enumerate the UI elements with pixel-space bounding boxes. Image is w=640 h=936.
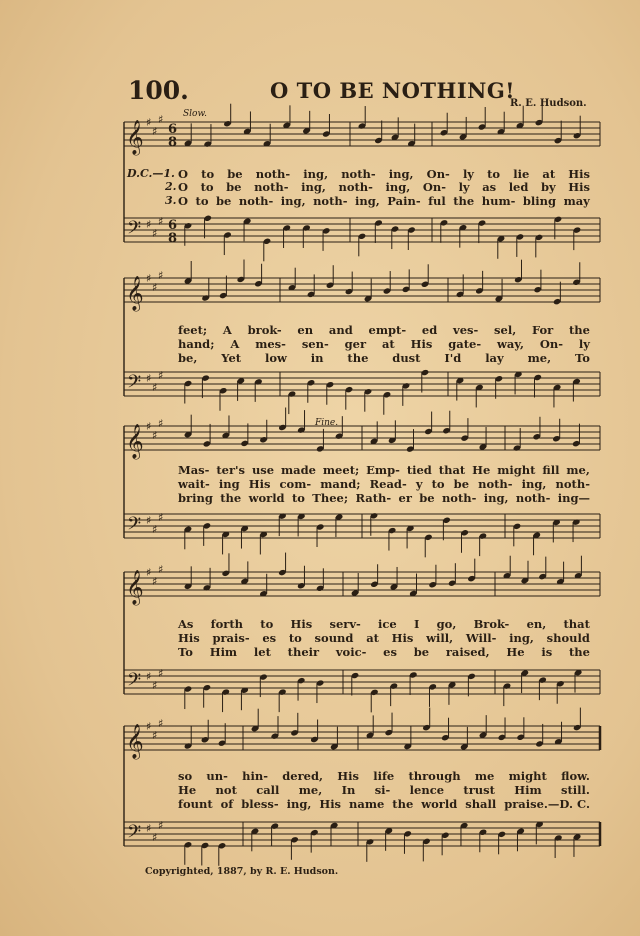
lyric-syllable: sound bbox=[314, 631, 354, 645]
lyric-syllable: His bbox=[319, 797, 342, 811]
lyric-syllable: to bbox=[201, 167, 215, 181]
lyric-line bbox=[178, 783, 590, 797]
lyric-syllable: His bbox=[568, 167, 590, 181]
lyric-syllable: dust bbox=[392, 351, 421, 365]
sharp-sign: ♯ bbox=[146, 420, 152, 433]
lyric-syllable: the bbox=[347, 351, 369, 365]
lyric-syllable: to bbox=[260, 617, 274, 631]
lyric-syllable: noth- bbox=[255, 167, 291, 181]
sharp-sign: ♯ bbox=[152, 679, 158, 692]
lyric-syllable: life bbox=[373, 769, 395, 783]
lyric-syllable: ing, bbox=[301, 180, 326, 194]
sharp-sign: ♯ bbox=[146, 372, 152, 385]
lyric-syllable: noth- bbox=[238, 194, 274, 208]
lyric-syllable: lie bbox=[513, 167, 530, 181]
lyric-syllable: by bbox=[540, 180, 556, 194]
lyric-syllable: He bbox=[178, 783, 197, 797]
treble-clef-icon: 𝄞 bbox=[126, 424, 144, 459]
lyric-syllable: the bbox=[392, 797, 414, 811]
lyric-syllable: In bbox=[341, 783, 356, 797]
lyric-syllable: His bbox=[337, 769, 359, 783]
lyric-syllable: be bbox=[215, 194, 232, 208]
lyric-syllable: ves- bbox=[453, 323, 479, 337]
lyric-syllable: shall bbox=[465, 797, 497, 811]
lyric-syllable: be, bbox=[178, 351, 198, 365]
lyric-syllable: I bbox=[413, 617, 420, 631]
lyric-syllable: O bbox=[178, 180, 189, 194]
time-signature-top: 6 bbox=[168, 122, 178, 137]
lyric-line bbox=[178, 351, 590, 365]
lyric-syllable: ing bbox=[218, 477, 240, 491]
lyric-syllable: through bbox=[408, 769, 461, 783]
lyric-syllable: His bbox=[410, 337, 433, 351]
lyric-syllable: brok- bbox=[247, 323, 282, 337]
lyric-syllable: me, bbox=[298, 783, 323, 797]
lyric-syllable: still. bbox=[561, 783, 590, 797]
lyric-syllable: On- bbox=[422, 180, 446, 194]
lyric-syllable: raised, bbox=[445, 645, 490, 659]
lyric-syllable: His bbox=[248, 477, 271, 491]
lyric-syllable: com- bbox=[279, 477, 312, 491]
lyric-syllable: be bbox=[453, 477, 470, 491]
time-signature-bottom: 8 bbox=[168, 135, 178, 150]
lyric-syllable: the bbox=[453, 194, 475, 208]
verse-number: D.C.—1. bbox=[127, 167, 175, 180]
lyric-syllable: meet; bbox=[322, 463, 360, 477]
lyric-syllable: Thee; bbox=[312, 491, 349, 505]
lyric-syllable: ing, bbox=[509, 631, 534, 645]
lyric-syllable: let bbox=[253, 645, 271, 659]
lyric-syllable: hand; bbox=[178, 337, 215, 351]
lyric-syllable: that bbox=[438, 463, 466, 477]
lyric-syllable: en, bbox=[526, 617, 547, 631]
lyric-syllable: ful bbox=[428, 194, 446, 208]
lyric-syllable: that bbox=[563, 617, 590, 631]
treble-clef-icon: 𝄞 bbox=[126, 570, 144, 605]
sharp-sign: ♯ bbox=[158, 563, 164, 576]
lyric-syllable: at bbox=[542, 167, 556, 181]
verse-number: 2. bbox=[165, 180, 177, 193]
bass-clef-icon: 𝄢 bbox=[127, 514, 142, 539]
lyric-syllable: He bbox=[506, 645, 525, 659]
lyric-syllable: sen- bbox=[301, 337, 329, 351]
lyric-syllable: To bbox=[574, 351, 590, 365]
lyric-syllable: trust bbox=[463, 783, 495, 797]
lyric-syllable: mes- bbox=[255, 337, 286, 351]
lyric-syllable: For bbox=[531, 323, 554, 337]
lyric-syllable: His bbox=[568, 180, 590, 194]
lyric-syllable: lay bbox=[485, 351, 504, 365]
lyric-line bbox=[178, 180, 590, 194]
time-signature-bottom: 8 bbox=[168, 231, 178, 246]
lyric-syllable: to bbox=[431, 477, 445, 491]
lyric-line bbox=[178, 617, 590, 631]
bass-clef-icon: 𝄢 bbox=[127, 670, 142, 695]
lyric-syllable: should bbox=[546, 631, 590, 645]
sharp-sign: ♯ bbox=[152, 523, 158, 536]
lyric-syllable: so bbox=[178, 769, 193, 783]
sharp-sign: ♯ bbox=[152, 227, 158, 240]
lyric-syllable: ice bbox=[378, 617, 397, 631]
lyric-syllable: serv- bbox=[329, 617, 361, 631]
verse-number: 3. bbox=[165, 194, 177, 207]
lyric-syllable: ing, bbox=[303, 167, 329, 181]
lyric-syllable: feet; bbox=[178, 323, 208, 337]
lyric-line bbox=[178, 463, 590, 477]
hymn-title: O TO BE NOTHING! bbox=[270, 78, 516, 103]
lyric-syllable: His bbox=[178, 631, 200, 645]
lyric-syllable: forth bbox=[210, 617, 244, 631]
lyric-syllable: He bbox=[472, 463, 491, 477]
sharp-sign: ♯ bbox=[158, 717, 164, 730]
lyric-syllable: noth- bbox=[441, 491, 477, 505]
hymn-number: 100. bbox=[128, 76, 189, 105]
lyric-syllable: ing, bbox=[483, 491, 509, 505]
treble-clef-icon: 𝄞 bbox=[126, 276, 144, 311]
lyric-syllable: the bbox=[569, 323, 590, 337]
sharp-sign: ♯ bbox=[152, 831, 158, 844]
lyric-syllable: and bbox=[328, 323, 353, 337]
sharp-sign: ♯ bbox=[152, 281, 158, 294]
lyric-line bbox=[178, 323, 590, 337]
lyric-syllable: A bbox=[230, 337, 240, 351]
lyric-syllable: es bbox=[262, 631, 277, 645]
lyric-syllable: might bbox=[508, 769, 547, 783]
lyric-syllable: To bbox=[178, 645, 193, 659]
lyric-syllable: prais- bbox=[212, 631, 250, 645]
lyric-syllable: ing, bbox=[286, 797, 312, 811]
lyric-syllable: er bbox=[398, 491, 412, 505]
lyric-line bbox=[178, 631, 590, 645]
sharp-sign: ♯ bbox=[146, 218, 152, 231]
tempo-marking: Slow. bbox=[183, 109, 207, 119]
lyric-syllable: noth- bbox=[341, 167, 376, 181]
sharp-sign: ♯ bbox=[146, 720, 152, 733]
lyric-syllable: lence bbox=[409, 783, 445, 797]
sharp-sign: ♯ bbox=[152, 125, 158, 138]
lyric-syllable: si- bbox=[374, 783, 391, 797]
lyric-syllable: Him bbox=[209, 645, 238, 659]
lyric-syllable: noth- bbox=[313, 194, 348, 208]
lyric-syllable: bless- bbox=[241, 797, 279, 811]
lyric-syllable: Read- bbox=[369, 477, 407, 491]
lyric-syllable: Pain- bbox=[387, 194, 421, 208]
lyric-syllable: praise.—D. C. bbox=[504, 797, 590, 811]
lyric-syllable: world bbox=[421, 797, 458, 811]
lyric-syllable: to bbox=[288, 631, 302, 645]
treble-clef-icon: 𝄞 bbox=[126, 724, 144, 759]
sharp-sign: ♯ bbox=[158, 113, 164, 126]
lyric-syllable: On- bbox=[539, 337, 563, 351]
lyric-syllable: Rath- bbox=[355, 491, 392, 505]
lyric-line bbox=[178, 194, 590, 208]
lyric-syllable: noth- bbox=[338, 180, 373, 194]
lyric-syllable: use bbox=[251, 463, 275, 477]
lyric-syllable: Mas- bbox=[178, 463, 210, 477]
lyric-syllable: not bbox=[215, 783, 237, 797]
lyric-syllable: will, bbox=[426, 631, 454, 645]
lyric-syllable: low bbox=[264, 351, 287, 365]
lyric-syllable: tied bbox=[406, 463, 432, 477]
lyric-syllable: Him bbox=[514, 783, 542, 797]
sharp-sign: ♯ bbox=[152, 429, 158, 442]
lyric-syllable: their bbox=[287, 645, 320, 659]
lyric-syllable: noth- bbox=[555, 477, 590, 491]
lyric-syllable: led bbox=[508, 180, 529, 194]
lyric-syllable: On- bbox=[426, 167, 450, 181]
lyric-line bbox=[178, 769, 590, 783]
composer-credit: R. E. Hudson. bbox=[510, 98, 587, 109]
lyric-syllable: y bbox=[415, 477, 423, 491]
lyric-syllable: flow. bbox=[561, 769, 590, 783]
sharp-sign: ♯ bbox=[158, 215, 164, 228]
sharp-sign: ♯ bbox=[152, 729, 158, 742]
sharp-sign: ♯ bbox=[146, 514, 152, 527]
lyric-syllable: might bbox=[497, 463, 536, 477]
lyric-syllable: ly bbox=[458, 180, 470, 194]
lyric-syllable: at bbox=[366, 631, 379, 645]
lyric-syllable: es bbox=[383, 645, 397, 659]
lyric-syllable: be bbox=[419, 491, 435, 505]
lyric-line bbox=[178, 337, 590, 351]
lyric-syllable: in bbox=[310, 351, 324, 365]
bass-clef-icon: 𝄢 bbox=[127, 822, 142, 847]
lyric-syllable: I'd bbox=[444, 351, 462, 365]
lyric-syllable: ing, bbox=[355, 194, 380, 208]
lyric-syllable: me bbox=[474, 769, 495, 783]
lyric-syllable: ing, bbox=[280, 194, 306, 208]
lyric-syllable: name bbox=[349, 797, 385, 811]
lyric-syllable: go, bbox=[436, 617, 457, 631]
lyric-syllable: the bbox=[568, 645, 590, 659]
sharp-sign: ♯ bbox=[152, 381, 158, 394]
lyric-syllable: ed bbox=[421, 323, 438, 337]
fine-marking: Fine. bbox=[315, 418, 339, 428]
lyric-syllable: fill bbox=[542, 463, 560, 477]
time-signature-top: 6 bbox=[168, 218, 178, 233]
lyric-syllable: empt- bbox=[368, 323, 407, 337]
lyric-syllable: hum- bbox=[481, 194, 516, 208]
lyric-syllable: noth- bbox=[478, 477, 513, 491]
lyric-syllable: ing, bbox=[521, 477, 547, 491]
lyric-syllable: His bbox=[290, 617, 313, 631]
sharp-sign: ♯ bbox=[146, 272, 152, 285]
lyric-syllable: be bbox=[227, 167, 243, 181]
sharp-sign: ♯ bbox=[158, 417, 164, 430]
lyric-syllable: world bbox=[248, 491, 285, 505]
lyric-syllable: is bbox=[541, 645, 553, 659]
lyric-line bbox=[178, 477, 590, 491]
lyric-syllable: Yet bbox=[221, 351, 242, 365]
lyric-syllable: ing, bbox=[388, 167, 414, 181]
lyric-syllable: bring bbox=[178, 491, 213, 505]
lyric-syllable: to bbox=[195, 194, 209, 208]
lyric-line bbox=[178, 645, 590, 659]
lyric-syllable: fount bbox=[178, 797, 213, 811]
lyric-line bbox=[178, 167, 590, 181]
lyric-line bbox=[178, 797, 590, 811]
treble-clef-icon: 𝄞 bbox=[126, 120, 144, 155]
lyric-syllable: call bbox=[256, 783, 280, 797]
copyright-notice: Copyrighted, 1887, by R. E. Hudson. bbox=[145, 866, 339, 877]
lyric-syllable: to bbox=[487, 167, 501, 181]
lyric-syllable: to bbox=[200, 180, 214, 194]
lyric-syllable: voic- bbox=[335, 645, 367, 659]
lyric-syllable: noth- bbox=[254, 180, 289, 194]
lyric-syllable: ing, bbox=[385, 180, 411, 194]
lyric-syllable: As bbox=[178, 617, 194, 631]
lyric-syllable: to bbox=[291, 491, 305, 505]
lyric-syllable: me, bbox=[566, 463, 590, 477]
lyric-syllable: gate- bbox=[448, 337, 482, 351]
sharp-sign: ♯ bbox=[146, 566, 152, 579]
lyric-syllable: hin- bbox=[242, 769, 268, 783]
lyric-syllable: may bbox=[563, 194, 590, 208]
lyric-syllable: of bbox=[220, 797, 234, 811]
lyric-syllable: bling bbox=[522, 194, 557, 208]
lyric-syllable: Brok- bbox=[473, 617, 510, 631]
lyric-syllable: Emp- bbox=[366, 463, 400, 477]
lyric-syllable: wait- bbox=[178, 477, 210, 491]
lyric-syllable: ly bbox=[462, 167, 474, 181]
lyric-syllable: be bbox=[226, 180, 242, 194]
lyric-syllable: mand; bbox=[320, 477, 361, 491]
lyric-syllable: Will- bbox=[465, 631, 497, 645]
lyric-syllable: me, bbox=[527, 351, 552, 365]
bass-clef-icon: 𝄢 bbox=[127, 218, 142, 243]
lyric-syllable: sel, bbox=[494, 323, 517, 337]
lyric-syllable: A bbox=[222, 323, 232, 337]
lyric-syllable: made bbox=[281, 463, 316, 477]
lyric-syllable: un- bbox=[206, 769, 228, 783]
lyric-syllable: way, bbox=[497, 337, 524, 351]
lyric-syllable: the bbox=[220, 491, 242, 505]
lyric-syllable: ly bbox=[578, 337, 590, 351]
sharp-sign: ♯ bbox=[146, 670, 152, 683]
sharp-sign: ♯ bbox=[158, 369, 164, 382]
sharp-sign: ♯ bbox=[152, 575, 158, 588]
lyric-syllable: be bbox=[413, 645, 430, 659]
lyric-syllable: noth- bbox=[515, 491, 551, 505]
sharp-sign: ♯ bbox=[158, 667, 164, 680]
lyric-syllable: as bbox=[482, 180, 497, 194]
sharp-sign: ♯ bbox=[158, 511, 164, 524]
lyric-syllable: O bbox=[178, 167, 189, 181]
lyric-syllable: ger bbox=[344, 337, 367, 351]
lyric-syllable: ter's bbox=[216, 463, 246, 477]
lyric-syllable: O bbox=[178, 194, 189, 208]
sharp-sign: ♯ bbox=[158, 819, 164, 832]
sharp-sign: ♯ bbox=[146, 822, 152, 835]
lyric-syllable: at bbox=[381, 337, 395, 351]
lyric-syllable: His bbox=[391, 631, 414, 645]
lyric-syllable: ing— bbox=[557, 491, 590, 505]
lyric-syllable: dered, bbox=[282, 769, 324, 783]
lyric-line bbox=[178, 491, 590, 505]
bass-clef-icon: 𝄢 bbox=[127, 372, 142, 397]
lyric-syllable: en bbox=[297, 323, 314, 337]
sharp-sign: ♯ bbox=[158, 269, 164, 282]
sharp-sign: ♯ bbox=[146, 116, 152, 129]
